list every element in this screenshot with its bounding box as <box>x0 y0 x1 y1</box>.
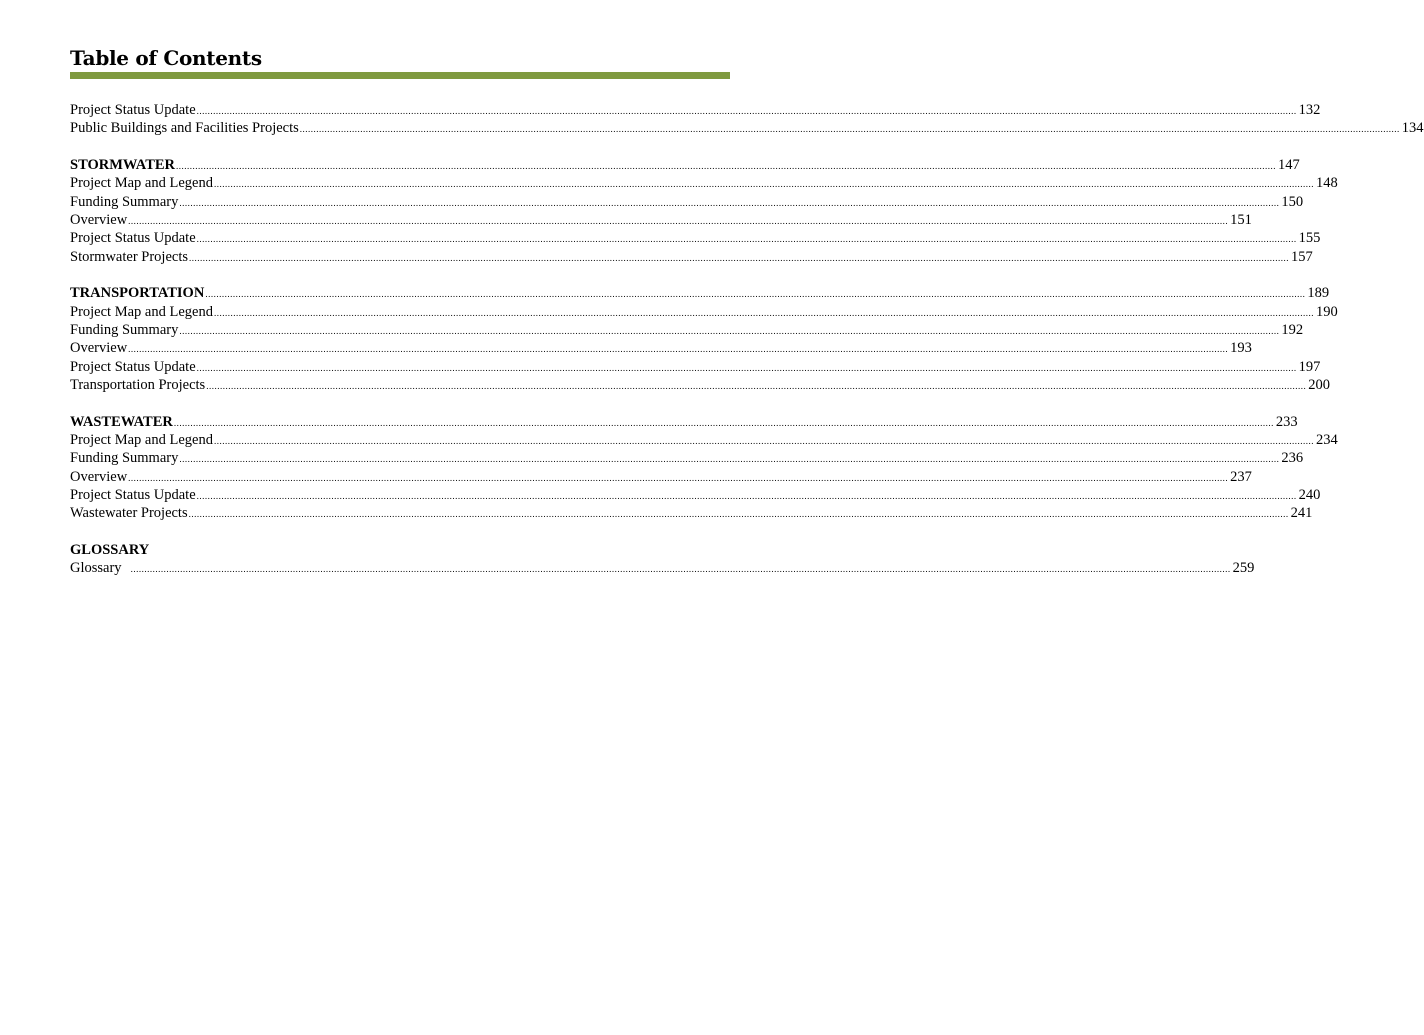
toc-entry[interactable] <box>70 504 1313 522</box>
toc-entry[interactable] <box>70 339 1252 357</box>
dot-leader: ................................................................................................................................................................................................................................................................................................................................................................................................................ <box>196 490 1297 501</box>
toc-entry-page: 197 <box>1298 358 1321 375</box>
toc-entry-page: 147 <box>1278 157 1300 174</box>
toc-entry-label: Overview <box>70 340 128 357</box>
dot-leader: ................................................................................................................................................................................................................................................................................................................................................................................................................ <box>196 362 1297 373</box>
dot-leader: ................................................................................................................................................................................................................................................................................................................................................................................................................ <box>299 124 1400 135</box>
toc-group-wastewater <box>70 413 1338 523</box>
toc-entry-page: 190 <box>1315 303 1338 320</box>
toc-entry-label: WASTEWATER <box>70 413 173 430</box>
toc-list <box>70 101 1424 596</box>
toc-entry[interactable] <box>70 468 1252 486</box>
toc-entry-label: Project Status Update <box>70 486 196 503</box>
toc-entry[interactable] <box>70 376 1330 394</box>
toc-entry[interactable] <box>70 193 1304 211</box>
toc-entry-page: 134 <box>1401 120 1424 137</box>
toc-group-stormwater <box>70 156 1338 266</box>
toc-entry-page: 236 <box>1281 450 1304 467</box>
toc-entry-page: 237 <box>1230 468 1252 485</box>
toc-group-glossary <box>70 541 1255 578</box>
dot-leader: ................................................................................................................................................................................................................................................................................................................................................................................................................ <box>196 106 1297 116</box>
dot-leader: ................................................................................................................................................................................................................................................................................................................................................................................................................ <box>189 252 1289 263</box>
toc-entry[interactable] <box>70 119 1424 137</box>
toc-group-transportation <box>70 284 1338 394</box>
toc-entry[interactable] <box>70 101 1321 119</box>
dot-leader: ................................................................................................................................................................................................................................................................................................................................................................................................................ <box>213 307 1314 318</box>
toc-entry-label: Project Map and Legend <box>70 175 213 192</box>
toc-entry-label: Public Buildings and Facilities Projects <box>70 120 299 137</box>
toc-section-heading: GLOSSARY <box>70 541 150 558</box>
toc-entry-label: Wastewater Projects <box>70 505 188 522</box>
toc-entry-page: 189 <box>1307 285 1330 302</box>
toc-entry-page: 233 <box>1275 413 1298 430</box>
toc-section-heading[interactable] <box>70 156 1300 174</box>
toc-entry-label: Project Status Update <box>70 358 196 375</box>
toc-entry-label: STORMWATER <box>70 157 176 174</box>
toc-entry[interactable] <box>70 486 1321 504</box>
dot-leader: ................................................................................................................................................................................................................................................................................................................................................................................................................ <box>188 509 1289 520</box>
dot-leader: ................................................................................................................................................................................................................................................................................................................................................................................................................ <box>205 289 1306 300</box>
dot-leader: ................................................................................................................................................................................................................................................................................................................................................................................................................ <box>179 454 1280 465</box>
toc-entry-page: 234 <box>1315 431 1338 448</box>
toc-entry[interactable] <box>70 303 1338 321</box>
toc-entry[interactable] <box>70 211 1252 229</box>
toc-entry-label: Stormwater Projects <box>70 248 188 265</box>
toc-entry-label: Transportation Projects <box>70 376 206 393</box>
toc-entry[interactable] <box>70 449 1304 467</box>
toc-entry-page: 132 <box>1298 102 1321 118</box>
toc-entry[interactable] <box>70 229 1321 247</box>
toc-entry-label: Funding Summary <box>70 450 179 467</box>
dot-leader: ................................................................................................................................................................................................................................................................................................................................................................................................................ <box>206 380 1307 391</box>
toc-section-heading[interactable] <box>70 413 1298 431</box>
toc-entry-page: 241 <box>1290 505 1313 522</box>
toc-entry[interactable] <box>70 431 1338 449</box>
toc-entry-page: 157 <box>1291 248 1313 265</box>
toc-entry-page: 259 <box>1232 560 1255 577</box>
toc-entry-label: Funding Summary <box>70 321 179 338</box>
toc-entry-page: 200 <box>1308 376 1330 393</box>
toc-entry-label: Project Status Update <box>70 230 196 247</box>
dot-leader: ................................................................................................................................................................................................................................................................................................................................................................................................................ <box>128 472 1229 483</box>
toc-section-heading[interactable] <box>70 284 1330 302</box>
toc-entry-label: Project Status Update <box>70 102 196 118</box>
dot-leader: ................................................................................................................................................................................................................................................................................................................................................................................................................ <box>179 325 1280 336</box>
title-rule <box>70 72 730 79</box>
toc-entry-page: 193 <box>1230 340 1252 357</box>
toc-entry-label: Funding Summary <box>70 193 179 210</box>
toc-entry-page: 192 <box>1281 321 1304 338</box>
toc-entry-page: 148 <box>1315 175 1338 192</box>
toc-entry-label: Project Map and Legend <box>70 431 213 448</box>
toc-entry-page: 240 <box>1298 486 1321 503</box>
toc-entry[interactable] <box>70 559 1255 577</box>
toc-entry[interactable] <box>70 174 1338 192</box>
toc-entry-page: 155 <box>1298 230 1321 247</box>
page-title: Table of Contents <box>70 46 262 70</box>
toc-entry[interactable] <box>70 358 1321 376</box>
dot-leader: ................................................................................................................................................................................................................................................................................................................................................................................................................ <box>173 417 1274 428</box>
toc-entry-label: Overview <box>70 211 128 228</box>
dot-leader: ................................................................................................................................................................................................................................................................................................................................................................................................................ <box>128 215 1229 226</box>
dot-leader: ................................................................................................................................................................................................................................................................................................................................................................................................................ <box>213 435 1314 446</box>
toc-entry[interactable] <box>70 321 1304 339</box>
toc-group <box>70 101 1424 138</box>
toc-entry-label: Glossary <box>70 560 122 577</box>
dot-leader: ................................................................................................................................................................................................................................................................................................................................................................................................................ <box>176 161 1277 172</box>
toc-entry-label: TRANSPORTATION <box>70 285 205 302</box>
dot-leader: ................................................................................................................................................................................................................................................................................................................................................................................................................ <box>179 197 1280 208</box>
toc-entry-page: 151 <box>1230 211 1252 228</box>
dot-leader: ................................................................................................................................................................................................................................................................................................................................................................................................................ <box>128 344 1229 355</box>
toc-entry-label: Project Map and Legend <box>70 303 213 320</box>
dot-leader: ................................................................................................................................................................................................................................................................................................................................................................................................................ <box>196 234 1297 245</box>
dot-leader: ................................................................................................................................................................................................................................................................................................................................................................................................................ <box>130 564 1231 575</box>
toc-entry[interactable] <box>70 248 1313 266</box>
toc-entry-page: 150 <box>1281 193 1304 210</box>
toc-entry-label: Overview <box>70 468 128 485</box>
dot-leader: ................................................................................................................................................................................................................................................................................................................................................................................................................ <box>213 179 1314 190</box>
